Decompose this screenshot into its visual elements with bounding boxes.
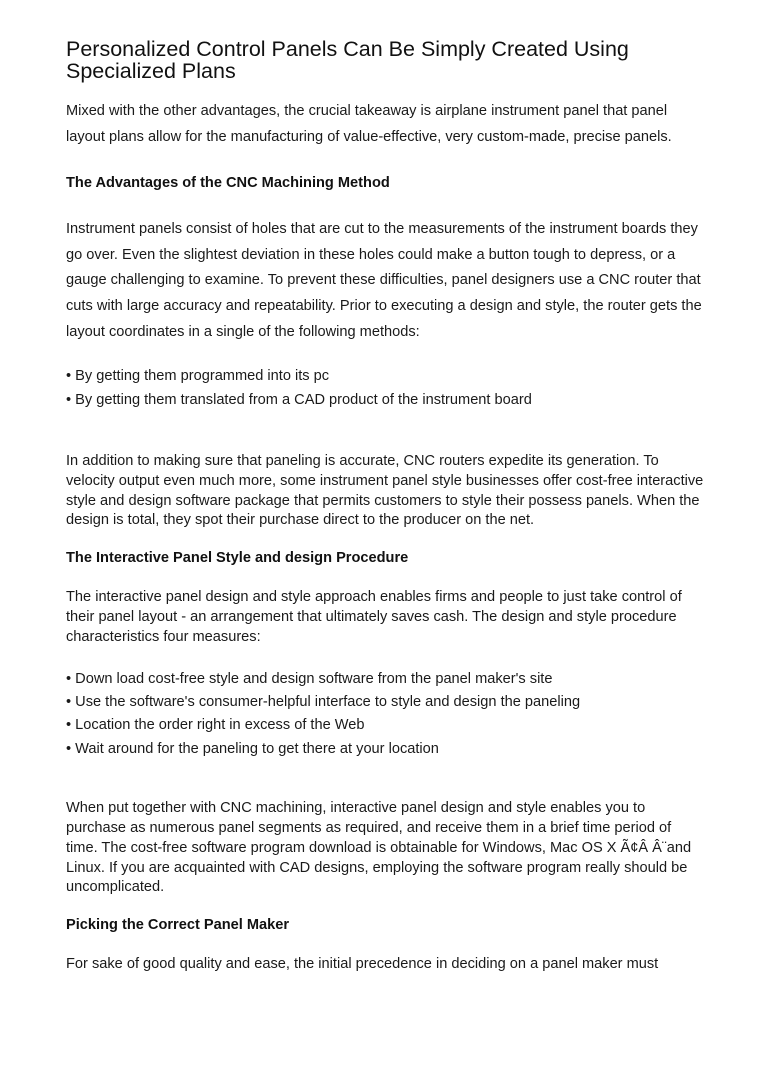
list-item: • By getting them programmed into its pc: [66, 365, 706, 388]
intro-paragraph: Mixed with the other advantages, the crucial takeaway is airplane instrument panel that panel layout plans allow for the manufacturing of value-effective, very custom-made, precise panels.: [66, 103, 672, 145]
procedure-paragraph-2: When put together with CNC machining, interactive panel design and style enables you to purchase as numerous panel segments as required, and receive them in a brief time period of time. The cost-free software program download is obtainable for Windows, Mac OS X Ã¢Â Â¨and Linux. If you are acquainted with CAD designs, employing the software program really should be uncomplicated.: [66, 800, 692, 896]
list-item: • Use the software's consumer-helpful interface to style and design the paneling: [66, 691, 706, 714]
section-heading-interactive-procedure: The Interactive Panel Style and design Procedure: [66, 550, 409, 567]
cnc-paragraph-2: In addition to making sure that paneling is accurate, CNC routers expedite its generation. To velocity output even much more, some instrument panel style businesses offer cost-free interactive style and design software package that permits customers to style their possess panels. When the design is total, they spot their purchase direct to the producer on the net.: [66, 452, 704, 529]
list-item: • Location the order right in excess of the Web: [66, 714, 706, 737]
list-item: • Down load cost-free style and design software from the panel maker's site: [66, 668, 706, 691]
section-heading-panel-maker: Picking the Correct Panel Maker: [66, 917, 290, 934]
document-title: Personalized Control Panels Can Be Simply Created Using Specialized Plans: [66, 37, 629, 83]
cnc-paragraph: Instrument panels consist of holes that are cut to the measurements of the instrument boards they go over. Even the slightest deviation in these holes could make a button tough to depress, or a gauge challenging to examine. To prevent these difficulties, panel designers use a CNC router that cuts with large accuracy and repeatability. Prior to executing a design and style, the router gets the layout coordinates in a single of the following methods:: [66, 221, 702, 340]
section-heading-cnc-advantages: The Advantages of the CNC Machining Method: [66, 175, 390, 192]
document-page: [66, 38, 706, 975]
cnc-methods-list: [66, 365, 706, 412]
panel-maker-paragraph: For sake of good quality and ease, the initial precedence in deciding on a panel maker must: [66, 956, 659, 973]
list-item: • Wait around for the paneling to get there at your location: [66, 738, 706, 761]
list-item: • By getting them translated from a CAD product of the instrument board: [66, 389, 706, 412]
procedure-paragraph: The interactive panel design and style approach enables firms and people to just take control of their panel layout - an arrangement that ultimately saves cash. The design and style procedure characteristics four measures:: [66, 589, 682, 645]
procedure-steps-list: [66, 668, 706, 762]
